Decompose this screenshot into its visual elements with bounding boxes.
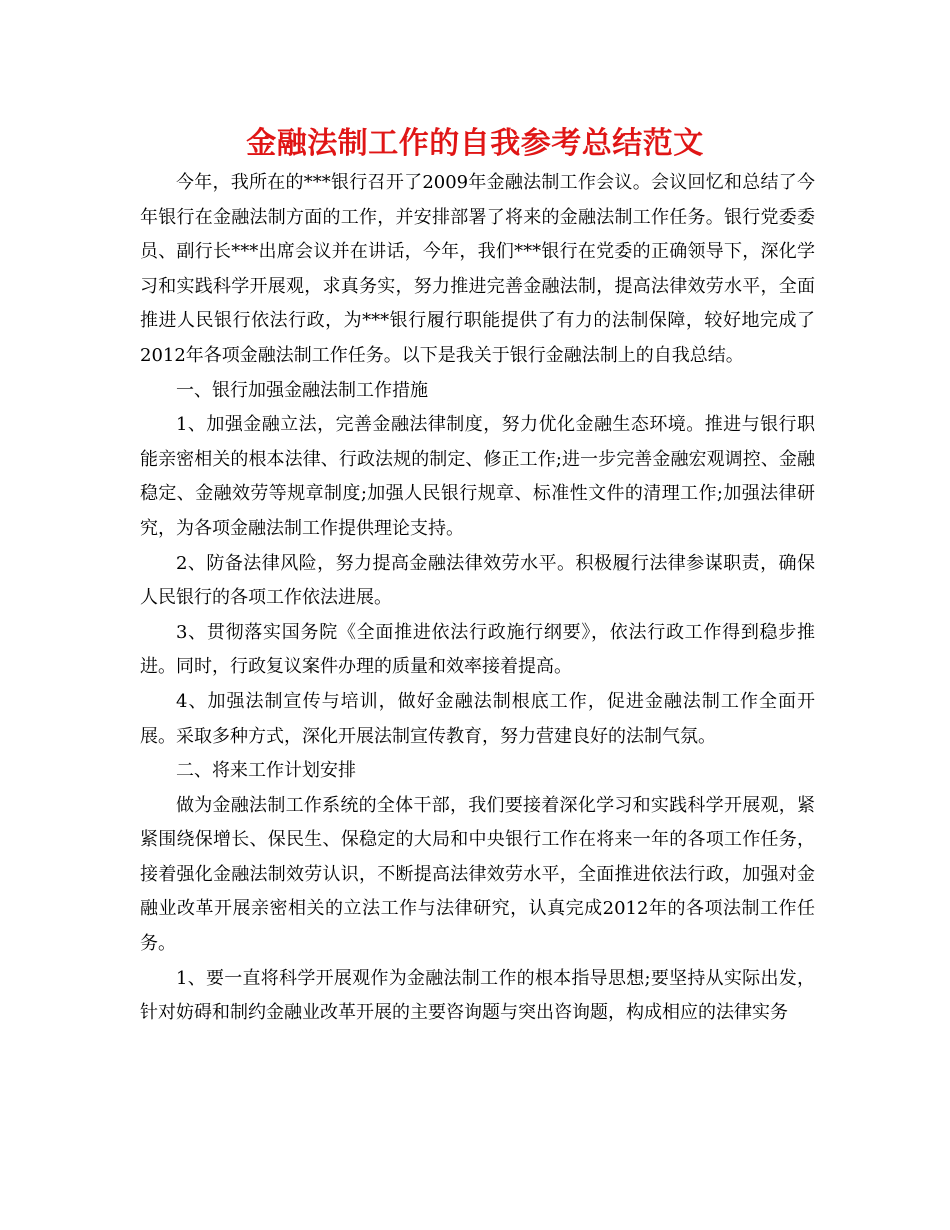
- paragraph-item-1-1: 1、加强金融立法，完善金融法律制度，努力优化金融生态环境。推进与银行职能亲密相关的根本法律、行政法规的制定、修正工作;进一步完善金融宏观调控、金融稳定、金融效劳等规章制度;加强人民银行规章、标准性文件的清理工作;加强法律研究，为各项金融法制工作提供理论支持。: [140, 414, 815, 539]
- document-title: 金融法制工作的自我参考总结范文: [246, 126, 704, 161]
- section-heading-1: 一、银行加强金融法制工作措施: [176, 379, 428, 401]
- paragraph-item-2-1: 1、要一直将科学开展观作为金融法制工作的根本指导思想;要坚持从实际出发，针对妨碍和制约金融业改革开展的主要咨询题与突出咨询题，构成相应的法律实务: [140, 967, 815, 1024]
- paragraph-item-1-3: 3、贯彻落实国务院《全面推进依法行政施行纲要》，依法行政工作得到稳步推进。同时，行政复议案件办理的质量和效率接着提高。: [140, 621, 815, 678]
- document-body: [140, 166, 815, 1031]
- paragraph-item-1-2: 2、防备法律风险，努力提高金融法律效劳水平。积极履行法律参谋职责，确保人民银行的各项工作依法进展。: [140, 552, 815, 609]
- paragraph-section-2-intro: 做为金融法制工作系统的全体干部，我们要接着深化学习和实践科学开展观，紧紧围绕保增长、保民生、保稳定的大局和中央银行工作在将来一年的各项工作任务，接着强化金融法制效劳认识，不断提高法律效劳水平，全面推进依法行政，加强对金融业改革开展亲密相关的立法工作与法律研究，认真完成2012年的各项法制工作任务。: [140, 794, 815, 955]
- section-heading-2: 二、将来工作计划安排: [176, 760, 356, 782]
- paragraph-item-1-4: 4、加强法制宣传与培训，做好金融法制根底工作，促进金融法制工作全面开展。采取多种方式，深化开展法制宣传教育，努力营建良好的法制气氛。: [140, 690, 815, 747]
- paragraph-intro: 今年，我所在的***银行召开了2009年金融法制工作会议。会议回忆和总结了今年银行在金融法制方面的工作，并安排部署了将来的金融法制工作任务。银行党委委员、副行长***出席会议并在讲话，今年，我们***银行在党委的正确领导下，深化学习和实践科学开展观，求真务实，努力推进完善金融法制，提高法律效劳水平，全面推进人民银行依法行政，为***银行履行职能提供了有力的法制保障，较好地完成了2012年各项金融法制工作任务。以下是我关于银行金融法制上的自我总结。: [140, 172, 815, 366]
